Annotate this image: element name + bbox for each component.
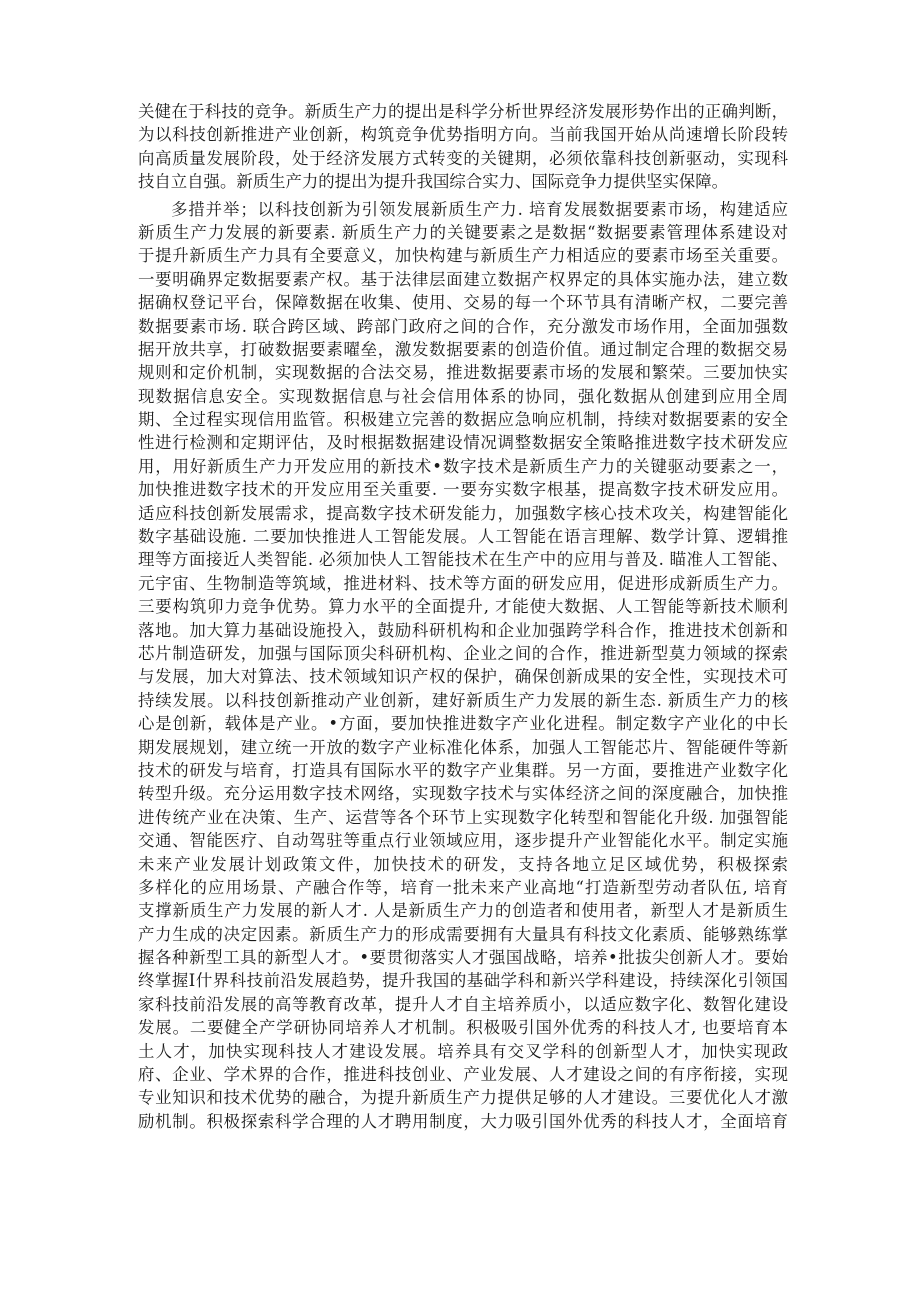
text-line: 未来产业发展计划政策文件，加快技术的研发，支持各地立足区域优势，积极探索 <box>138 854 788 874</box>
text-line: 芯片制造研发，加强与国际顶尖科研机构、企业之间的合作，推进新型莫力领域的探索 <box>138 643 788 663</box>
text-line: 府、企业、学术界的合作，推进科技创业、产业发展、人才建设之间的有序衔接，实现 <box>138 1065 788 1085</box>
text-line: 理等方面接近人类智能. 必须加快人工智能技术在生产中的应用与普及. 瞄准人工智能、 <box>138 550 788 570</box>
text-line: 期发展规划，建立统一开放的数字产业标准化体系，加强人工智能芯片、智能硬件等新 <box>138 737 788 757</box>
text-line: 规则和定价机制，实现数据的合法交易，推进数据要素市场的发展和繁荣。三要加快实 <box>138 363 788 383</box>
text-line: 数据要素市场. 联合跨区域、跨部门政府之间的合作，充分激发市场作用，全面加强数 <box>138 316 788 336</box>
text-line: 一要明确界定数据要素产权。基于法律层面建立数据产权界定的具体实施办法，建立数 <box>138 269 788 289</box>
text-line: 专业知识和技术优势的融合，为提升新质生产力提供足够的人才建设。三要优化人才激 <box>138 1088 788 1108</box>
text-line: 于提升新质生产力具有全要意义，加快构建与新质生产力相适应的要素市场至关重要。 <box>138 246 788 266</box>
text-line: 数字基础设施. 二要加快推进人工智能发展。人工智能在语言理解、数学计算、逻辑推 <box>138 527 788 547</box>
text-line: 三要构筑卯力竞争优势。算力水平的全面提升, 才能使大数据、人工智能等新技术顺利 <box>138 597 788 617</box>
text-line: 适应科技创新发展需求，提高数字技术研发能力，加强数字核心技术攻关，构建智能化 <box>138 503 788 523</box>
body-paragraph <box>138 198 788 1134</box>
text-line: 现数据信息安全。实现数据信息与社会信用体系的协同，强化数据从创建到应用全周 <box>138 386 788 406</box>
text-line: 性进行检测和定期评估，及时根据数据建设情况调整数据安全策略推进数字技术研发应 <box>138 433 788 453</box>
text-line: 多措并举；以科技创新为引领发展新质生产力. 培育发展数据要素市场，构建适应 <box>171 199 788 219</box>
text-line: 落地。加大算力基础设施投入，鼓励科研机构和企业加强跨学科合作，推进技术创新和 <box>138 620 788 640</box>
text-line: 元宇宙、生物制造等筑域，推进材料、技术等方面的研发应用，促进形成新质生产力。 <box>138 573 788 593</box>
text-line: 终掌握I什界科技前沿发展趋势，提升我国的基础学科和新兴学科建设，持续深化引领国 <box>138 971 788 991</box>
text-line: 支撑新质生产力发展的新人才. 人是新质生产力的创造者和使用者，新型人才是新质生 <box>138 901 788 921</box>
text-line: 发展。二要健全产学研协同培养人才机制。积极吸引国外优秀的科技人才, 也要培育本 <box>138 1018 788 1038</box>
text-line: 持续发展。以科技创新推动产业创新，建好新质生产力发展的新生态. 新质生产力的核 <box>138 690 788 710</box>
text-line: 家科技前沿发展的高等教育改革，提升人才自主培养质小，以适应数字化、数智化建设 <box>138 994 788 1014</box>
text-line: 转型升级。充分运用数字技术网络，实现数字技术与实体经济之间的深度融合，加快推 <box>138 784 788 804</box>
body-paragraph <box>138 100 788 194</box>
text-line: 励机制。积极探索科学合理的人才聘用制度，大力吸引国外优秀的科技人才，全面培育 <box>138 1111 788 1131</box>
text-line: 交通、智能医疗、自动驾驻等重点行业领域应用，逐步提升产业智能化水平。制定实施 <box>138 831 788 851</box>
text-line: 据开放共享，打破数据要素曜垒，激发数据要素的创造价值。通过制定合理的数据交易 <box>138 339 788 359</box>
text-line: 土人才，加快实现科技人才建设发展。培养具有交叉学科的创新型人才，加快实现政 <box>138 1041 788 1061</box>
text-line: 多样化的应用场景、产融合作等，培育一批未来产业高地“打造新型劳动者队伍, 培育 <box>138 877 788 897</box>
text-line: 技自立自强。新质生产力的提出为提升我国综合实力、国际竞争力提供坚实保障。 <box>138 172 729 192</box>
text-line: 关健在于科技的竞争。新质生产力的提出是科学分析世界经济发展形势作出的正确判断， <box>138 102 788 121</box>
text-line: 用，用好新质生产力开发应用的新技术•数字技术是新质生产力的关键驱动要素之一， <box>138 456 788 476</box>
text-line: 握各种新型工具的新型人才。•要贯彻落实人才强国战略，培养•批拔尖创新人才。要始 <box>138 948 788 968</box>
text-line: 进传统产业在决策、生产、运营等各个环节上实现数字化转型和智能化升级. 加强智能 <box>138 807 788 827</box>
text-line: 心是创新，载体是产业。•方面，要加快推进数字产业化进程。制定数字产业化的中长 <box>138 714 788 734</box>
text-line: 加快推进数字技术的开发应用至关重要. 一要夯实数字根基，提高数字技术研发应用。 <box>138 480 788 500</box>
text-line: 向高质量发展阶段，处于经济发展方式转变的关键期，必须依靠科技创新驱动，实现科 <box>138 148 788 168</box>
text-line: 期、全过程实现信用监管。积极建立完善的数据应急响应机制，持续对数据要素的安全 <box>138 410 788 430</box>
text-line: 为以科技创新推进产业创新，构筑竞争优势指明方向。当前我国开始从尚速增长阶段转 <box>138 125 788 145</box>
document-page <box>138 100 788 1133</box>
text-line: 与发展，加大对算法、技术领域知识产权的保护，确保创新成果的安全性，实现技术可 <box>138 667 788 687</box>
text-line: 技术的研发与培育，打造具有国际水平的数字产业集群。另一方面，要推进产业数字化 <box>138 760 788 780</box>
text-line: 产力生成的决定因素。新质生产力的形成需要拥有大量具有科技文化素质、能够熟练掌 <box>138 924 788 944</box>
text-line: 新质生产力发展的新要素. 新质生产力的关键要素之是数据“数据要素管理体系建设对 <box>138 222 788 242</box>
text-line: 据确权登记平台，保障数据在收集、使用、交易的每一个环节具有清晰产权，二要完善 <box>138 293 788 313</box>
